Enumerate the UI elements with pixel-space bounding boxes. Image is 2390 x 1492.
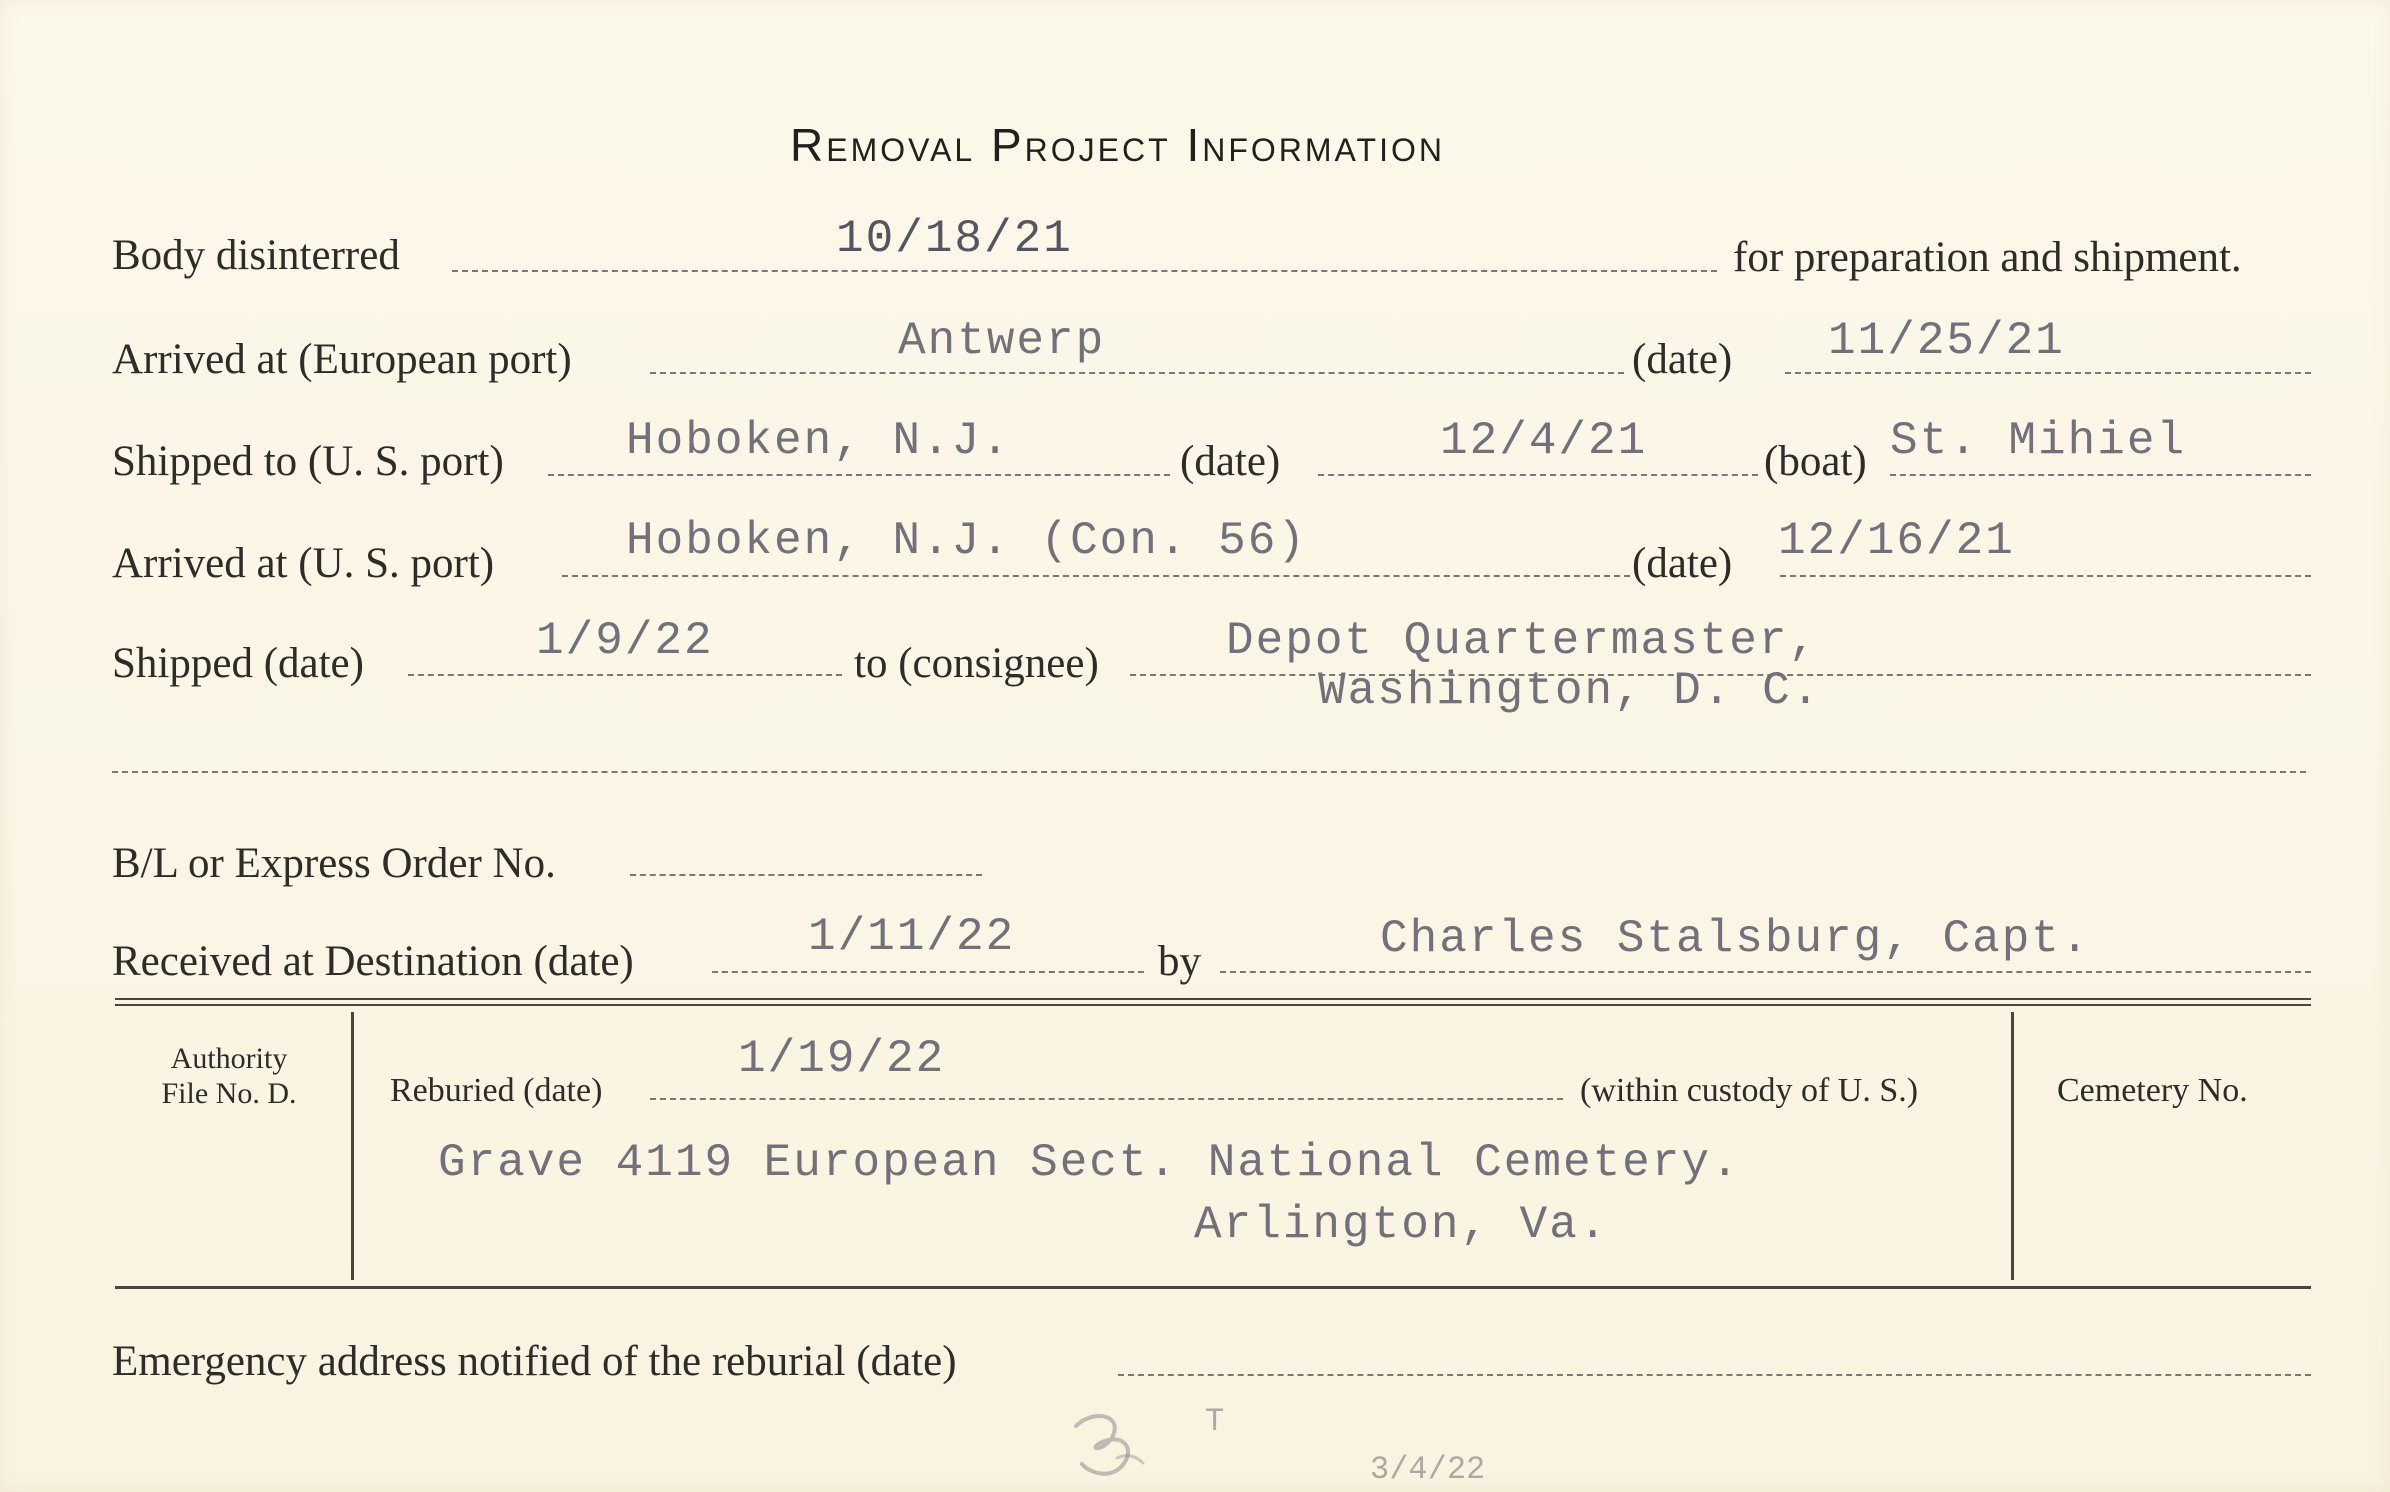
shipped-date-value: 1/9/22 xyxy=(536,615,714,667)
arrived-us-port-label: Arrived at (U. S. port) xyxy=(112,540,495,587)
bl-express-line xyxy=(630,874,982,876)
arrived-us-date-label: (date) xyxy=(1632,540,1733,587)
reburied-date-label: Reburied (date) xyxy=(390,1072,603,1109)
shipped-us-port-value: Hoboken, N.J. xyxy=(626,415,1011,467)
within-custody-label: (within custody of U. S.) xyxy=(1580,1072,1919,1109)
arrival-date-europe-value: 11/25/21 xyxy=(1828,315,2065,367)
emergency-address-line xyxy=(1118,1374,2311,1376)
boat-label: (boat) xyxy=(1764,438,1867,485)
blank-dashed-line xyxy=(112,771,2306,773)
arrived-european-port-label: Arrived at (European port) xyxy=(112,336,572,383)
shipped-us-date-line xyxy=(1318,474,1758,476)
received-destination-label: Received at Destination (date) xyxy=(112,938,634,985)
european-port-value: Antwerp xyxy=(898,315,1106,367)
footer-date: 3/4/22 xyxy=(1370,1451,1486,1488)
section-rule-bottom xyxy=(115,1286,2311,1289)
body-disinterred-line xyxy=(452,270,1717,272)
body-disinterred-label: Body disinterred xyxy=(112,232,400,279)
received-destination-date: 1/11/22 xyxy=(808,911,1016,963)
reburied-date-value: 1/19/22 xyxy=(738,1033,946,1085)
received-by-value: Charles Stalsburg, Capt. xyxy=(1380,913,2091,965)
arrival-date-europe-label: (date) xyxy=(1632,336,1733,383)
bl-express-label: B/L or Express Order No. xyxy=(112,840,556,887)
received-by-label: by xyxy=(1158,938,1201,985)
grave-location-line-1: Grave 4119 European Sect. National Cemetery. xyxy=(438,1137,1741,1189)
arrived-us-date-value: 12/16/21 xyxy=(1778,515,2015,567)
form-title: Removal Project Information xyxy=(790,119,1445,171)
arrived-us-port-line xyxy=(562,575,1630,577)
shipped-date-label: Shipped (date) xyxy=(112,640,364,687)
received-destination-line xyxy=(712,971,1144,973)
cemetery-number-label: Cemetery No. xyxy=(2057,1072,2248,1109)
authority-file-label: Authority File No. D. xyxy=(161,1042,297,1110)
received-by-line xyxy=(1220,971,2311,973)
shipped-us-port-line xyxy=(548,474,1170,476)
authority-divider xyxy=(351,1012,354,1280)
section-rule-top-second xyxy=(115,1004,2311,1006)
consignee-line-2: Washington, D. C. xyxy=(1318,665,1822,717)
boat-value: St. Mihiel xyxy=(1890,415,2187,467)
grave-location-line-2: Arlington, Va. xyxy=(1194,1199,1609,1251)
cemetery-divider xyxy=(2011,1012,2014,1280)
preparation-shipment-label: for preparation and shipment. xyxy=(1733,234,2242,281)
consignee-label: to (consignee) xyxy=(854,640,1099,687)
arrived-us-port-value: Hoboken, N.J. (Con. 56) xyxy=(626,515,1307,567)
shipped-us-port-label: Shipped to (U. S. port) xyxy=(112,438,504,485)
arrival-date-europe-line xyxy=(1785,372,2311,374)
shipped-us-date-value: 12/4/21 xyxy=(1440,415,1648,467)
arrived-us-date-line xyxy=(1780,575,2311,577)
section-rule-top xyxy=(115,998,2311,1000)
shipped-date-line xyxy=(408,674,842,676)
shipped-us-date-label: (date) xyxy=(1180,438,1281,485)
body-disinterred-date: 10/18/21 xyxy=(836,213,1073,265)
consignee-line-1: Depot Quartermaster, xyxy=(1226,615,1819,667)
emergency-address-label: Emergency address notified of the reburial (date) xyxy=(112,1338,957,1385)
handwritten-mark xyxy=(1064,1408,1152,1478)
boat-line xyxy=(1890,474,2311,476)
reburied-date-line xyxy=(650,1098,1563,1100)
footer-mark: T xyxy=(1205,1403,1225,1440)
arrived-european-port-line xyxy=(650,372,1624,374)
